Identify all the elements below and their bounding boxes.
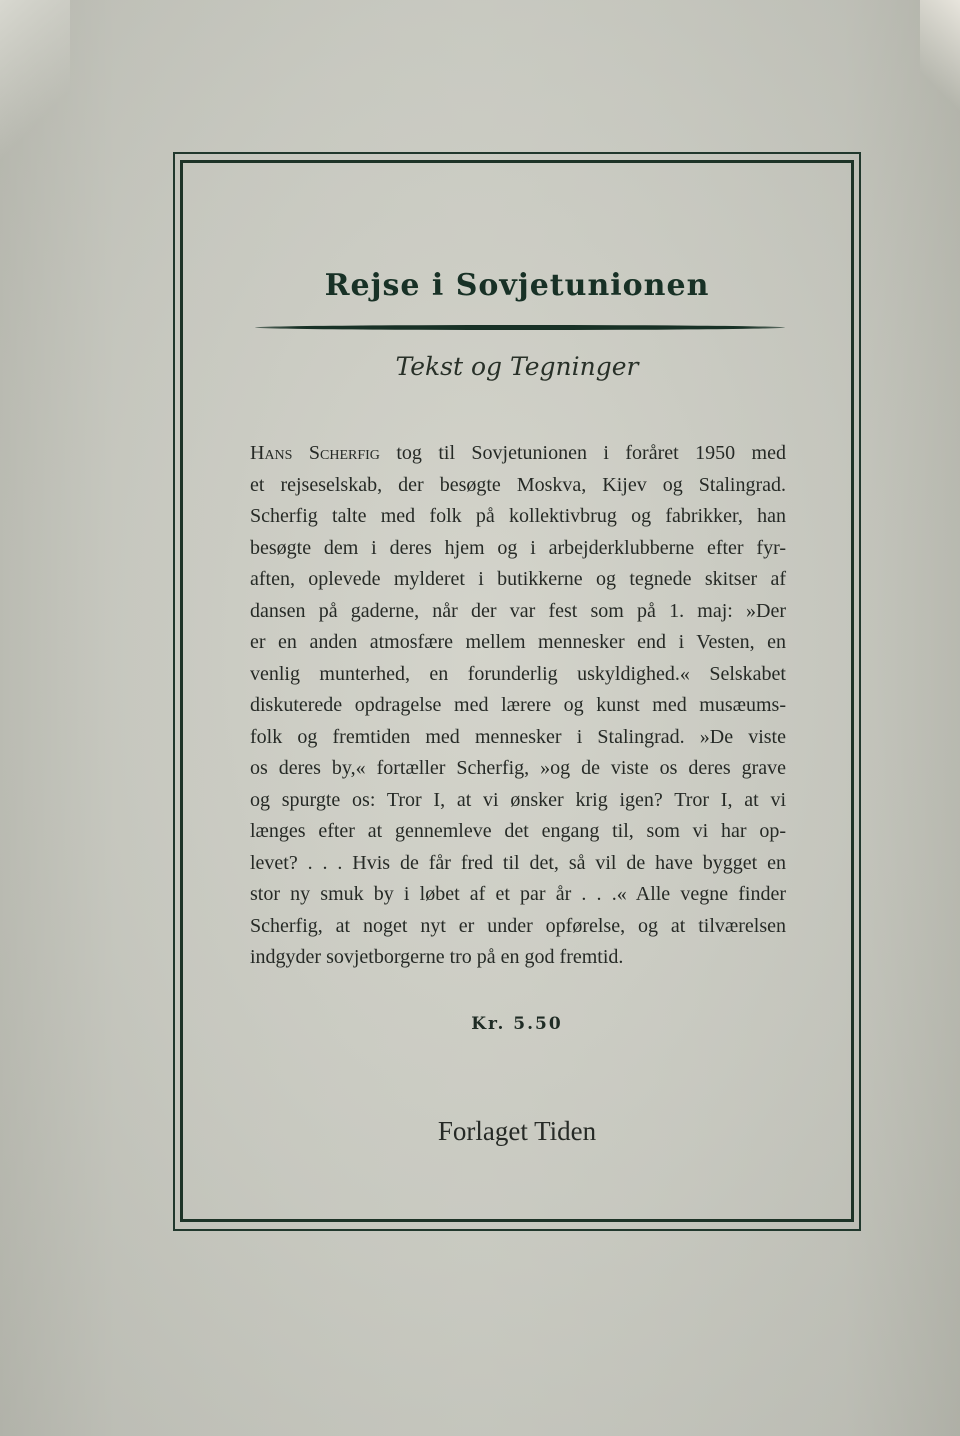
paper-wear xyxy=(920,0,960,120)
blurb-line: og spurgte os: Tror I, at vi ønsker krig igen? Tror I, at vi xyxy=(250,788,786,811)
blurb-line: er en anden atmosfære mellem mennesker end i Vesten, en xyxy=(250,631,786,653)
blurb-line: diskuterede opdragelse med lærere og kunst med musæums- xyxy=(250,694,786,716)
blurb-line: dansen på gaderne, når der var fest som på 1. maj: »Der xyxy=(250,599,786,622)
blurb-line: levet? . . . Hvis de får fred til det, så vil de have bygget en xyxy=(250,851,786,874)
blurb-text xyxy=(250,438,786,974)
blurb-line: stor ny smuk by i løbet af et par år . . .« Alle vegne finder xyxy=(250,883,786,905)
blurb-line: et rejseselskab, der besøgte Moskva, Kijev og Stalingrad. xyxy=(250,473,786,496)
paper-wear xyxy=(0,0,70,160)
book-subtitle: Tekst og Tegninger xyxy=(395,352,639,381)
publisher-name: Forlaget Tiden xyxy=(437,1116,597,1146)
blurb-line: besøgte dem i deres hjem og i arbejderklubberne efter fyr- xyxy=(250,536,786,559)
blurb-line: længes efter at gennemleve det engang til, som vi har op- xyxy=(250,820,786,842)
book-title: Rejse i Sovjetunionen xyxy=(324,268,710,303)
blurb-line: aften, oplevede mylderet i butikkerne og tegnede skitser af xyxy=(250,568,786,590)
price-label: Kr. 5.50 xyxy=(471,1014,563,1034)
blurb-line: Scherfig, at noget nyt er under opførelse, og at tilværelsen xyxy=(250,914,786,937)
blurb-line: os deres by,« fortæller Scherfig, »og de viste os deres grave xyxy=(250,757,786,779)
blurb-line: Scherfig talte med folk på kollektivbrug og fabrikker, han xyxy=(250,505,786,527)
blurb-line: folk og fremtiden med mennesker i Stalingrad. »De viste xyxy=(250,725,786,748)
blurb-line: Hans Scherfig tog til Sovjetunionen i foråret 1950 med xyxy=(250,442,786,464)
title-rule xyxy=(255,325,785,330)
author-name: Hans Scherfig xyxy=(250,442,380,464)
blurb-line: venlig munterhed, en forunderlig uskyldighed.« Selskabet xyxy=(250,662,786,685)
blurb-line: indgyder sovjetborgerne tro på en god fremtid. xyxy=(250,946,624,968)
